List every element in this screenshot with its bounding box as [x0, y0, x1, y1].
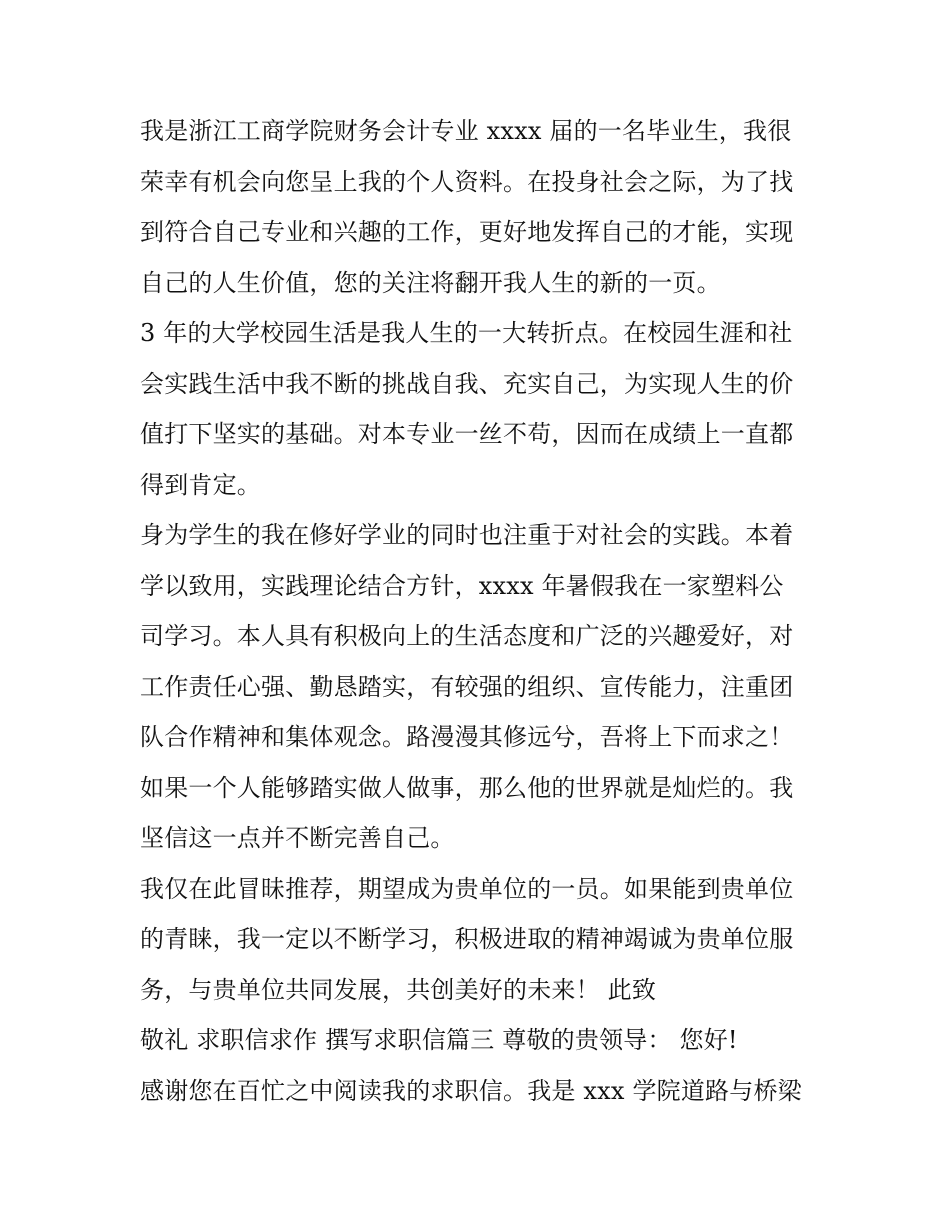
text-line: 值打下坚实的基础。对本专业一丝不苟，因而在成绩上一直都 — [140, 420, 794, 448]
document-body — [140, 106, 820, 1116]
text-line: 如果一个人能够踏实做人做事，那么他的世界就是灿烂的。我 — [140, 773, 794, 802]
text-line: 务，与贵单位共同发展，共创美好的未来！ 此致 — [140, 975, 657, 1004]
text-line: 司学习。本人具有积极向上的生活态度和广泛的兴趣爱好，对 — [140, 622, 794, 650]
text-line: 到符合自己专业和兴趣的工作，更好地发挥自己的才能，实现 — [140, 218, 794, 246]
text-line: 敬礼 求职信求作 撰写求职信篇三 尊敬的贵领导： 您好! — [140, 1026, 738, 1054]
text-line: 的青睐，我一定以不断学习，积极进取的精神竭诚为贵单位服 — [140, 925, 794, 953]
text-line: 3 年的大学校园生活是我人生的一大转折点。在校园生涯和社 — [140, 319, 793, 347]
text-line: 学以致用，实践理论结合方针，xxxx 年暑假我在一家塑料公 — [140, 571, 784, 600]
text-line: 感谢您在百忙之中阅读我的求职信。我是 xxx 学院道路与桥梁 — [140, 1076, 802, 1105]
text-line: 荣幸有机会向您呈上我的个人资料。在投身社会之际，为了找 — [140, 167, 794, 196]
text-line: 身为学生的我在修好学业的同时也注重于对社会的实践。本着 — [140, 521, 794, 549]
text-line: 队合作精神和集体观念。路漫漫其修远兮，吾将上下而求之！ — [140, 723, 794, 751]
text-line: 工作责任心强、勤恳踏实，有较强的组织、宣传能力，注重团 — [140, 672, 794, 701]
text-line: 坚信这一点并不断完善自己。 — [140, 824, 455, 852]
text-line: 会实践生活中我不断的挑战自我、充实自己，为实现人生的价 — [140, 369, 794, 398]
text-line: 自己的人生价值，您的关注将翻开我人生的新的一页。 — [140, 268, 721, 297]
text-line: 得到肯定。 — [140, 470, 261, 499]
text-line: 我是浙江工商学院财务会计专业 xxxx 届的一名毕业生，我很 — [140, 117, 792, 145]
text-line: 我仅在此冒昧推荐，期望成为贵单位的一员。如果能到贵单位 — [140, 874, 794, 903]
